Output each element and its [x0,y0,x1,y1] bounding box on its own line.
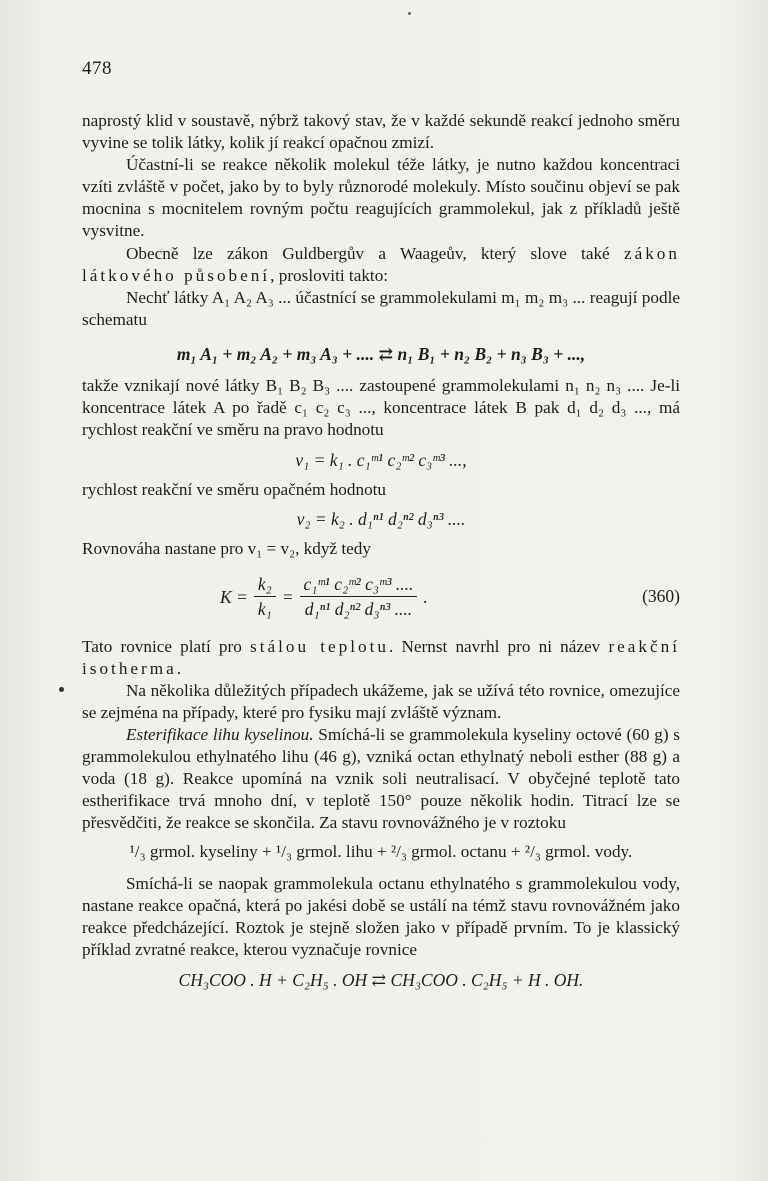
equilibrium-composition: ¹/₃ grmol. kyseliny + ¹/₃ grmol. lihu + ²/₃ grmol. octanu + ²/₃ grmol. vody. [129,841,633,861]
margin-dot [59,687,64,692]
paragraph-8-text: Tato rovnice platí pro [82,636,242,656]
fraction-k-denominator: k₁ [257,599,272,620]
paragraph-11: Smíchá-li se naopak grammolekula octanu ethylnatého s grammolekulou vody, nastane reakce opačná, která po jakési době se ustálí na témž stavu rovnovážném jako reakce předcházející. Roztok je stejně složen jako v případě prvním. To je klassický příklad zvratné reakce, kterou vyznačuje rovnice [82,873,680,959]
paragraph-8-middle: . Nernst navrhl pro ni název [388,636,601,656]
fraction-k-numerator: k₂ [254,573,276,597]
law-name: zákon látkového působení [82,243,680,285]
paragraph-2: Účastní-li se reakce několik molekul téže látky, je nutno každou koncentraci vzíti zvláště v počet, jako by to byly různorodé molekuly. Místo součinu objeví se pak mocnina s mocnitelem rovným počtu reagujících grammolekul, jak z příkladů ještě vysvitne. [82,155,680,241]
equation-number: (360) [642,585,680,606]
fraction-c-numerator: c₁ᵐ¹ c₂ᵐ² c₃ᵐ³ .... [300,573,418,597]
equation-v2: v₂ = k₂ . d₁ⁿ¹ d₂ⁿ² d₃ⁿ³ .... [296,508,466,529]
paragraph-10 [82,724,680,834]
equation-360 [82,566,680,628]
equation-v1: v₁ = k₁ . c₁ᵐ¹ c₂ᵐ² c₃ᵐ³ ..., [295,450,467,471]
page-number: 478 [82,58,112,79]
paragraph-3-text: Obecně lze zákon Guldbergův a Waageův, který slove také [126,243,610,263]
paragraph-1: naprostý klid v soustavě, nýbrž takový stav, že v každé sekundě reakcí jednoho směru vyvine se tolik látky, kolik jí reakcí opačnou zmizí. [82,111,680,153]
K-lhs: K = [220,586,248,607]
equals-sign: = [281,586,294,607]
paragraph-9: Na několika důležitých případech ukážeme, jak se užívá této rovnice, omezujíce se zejména na případy, které pro fysiku mají zvláště význam. [82,680,680,722]
speck-mark [408,12,411,15]
paragraph-7: Rovnováha nastane pro v₁ = v₂, když tedy [82,538,371,558]
fraction-k [254,573,276,620]
isotherm-name: reakční isotherma [82,636,681,678]
paragraph-8: Tato rovnice platí pro stálou teplotu. Nernst navrhl pro ni název reakční isotherma. [82,636,681,678]
K-end: . [423,586,428,607]
paragraph-3 [82,243,680,287]
paragraph-5: takže vznikají nové látky B₁ B₂ B₃ .... zastoupené grammolekulami n₁ n₂ n₃ .... Je-li koncentrace látek A po řadě c₁ c₂ c₃ ..., koncentrace látek B pak d₁ d₂ d₃ ..., má rychlost reakční ve směru na pravo hodnotu [82,376,680,440]
fraction-concentrations [300,573,418,620]
paragraph-6: rychlost reakční ve směru opačném hodnotu [82,480,387,500]
section-heading-esterification: Esterifikace lihu kyselinou. [126,725,314,745]
paragraph-10-text: Smíchá-li se grammolekula kyseliny octové (60 g) s grammolekulou ethylnatého lihu (46 g), vzniká octan ethylnatý neboli esther (88 g) a voda (18 g). Reakce upomíná na vznik soli neutralisací. V obyčejné teplotě tato estherifikace trvá mnoho dní, v teplotě 150° pouze několik hodin. Titrací lze se přesvědčiti, že reakce se skončila. Za stavu rovnovážného je v roztoku [82,725,680,833]
paragraph-4: Nechť látky A₁ A₂ A₃ ... účastnící se grammolekulami m₁ m₂ m₃ ... reagují podle schematu [82,287,680,329]
body-text [82,110,680,991]
equation-K [220,566,428,628]
ester-equation: CH₃COO . H + C₂H₅ . OH ⇄ CH₃COO . C₂H₅ + H . OH. [178,970,584,990]
paragraph-3-end: , prosloviti takto: [270,265,389,285]
constant-temperature: stálou teplotu [250,636,389,656]
reaction-scheme: m₁ A₁ + m₂ A₂ + m₃ A₃ + .... ⇄ n₁ B₁ + n₂ B₂ + n₃ B₃ + ..., [176,343,586,364]
fraction-d-denominator: d₁ⁿ¹ d₂ⁿ² d₃ⁿ³ .... [304,599,413,620]
